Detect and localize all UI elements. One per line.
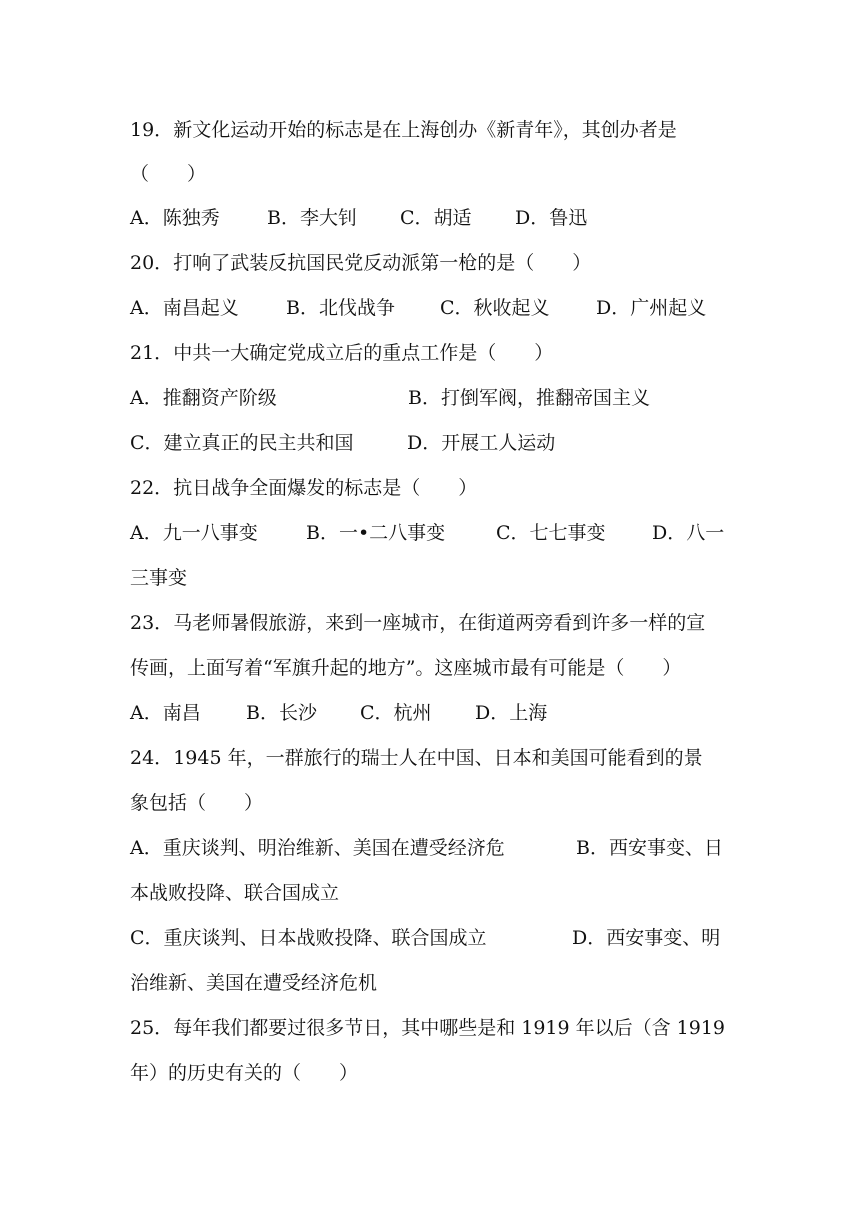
option-c: C．杭州 (360, 702, 432, 724)
question-number: 25． (130, 1017, 174, 1039)
question-text: 1945 年，一群旅行的瑞士人在中国、日本和美国可能看到的景 (173, 747, 703, 769)
option-b: B．一•二八事变 (306, 522, 446, 544)
option-b: B．西安事变、日 (576, 837, 723, 859)
question-25-stem-continued: 年）的历史有关的（ ） (130, 1062, 359, 1084)
question-23-stem (130, 611, 705, 635)
option-a: A．南昌起义 (130, 297, 239, 319)
question-24-option-b-wrap: 本战败投降、联合国成立 (130, 882, 340, 904)
question-text: 打响了武装反抗国民党反动派第一枪的是（ ） (173, 252, 592, 274)
question-text: 新文化运动开始的标志是在上海创办《新青年》，其创办者是 (173, 119, 677, 141)
question-24-stem (130, 746, 703, 770)
question-text: 马老师暑假旅游，来到一座城市，在街道两旁看到许多一样的宣 (173, 612, 706, 634)
question-25-stem (130, 1016, 725, 1040)
question-21-stem (130, 341, 553, 365)
option-a: A．南昌 (130, 702, 201, 724)
question-24-stem-continued: 象包括（ ） (130, 792, 264, 814)
option-c: C．七七事变 (496, 522, 606, 544)
option-a: A．重庆谈判、明治维新、美国在遭受经济危 (130, 837, 505, 859)
option-a: A．九一八事变 (130, 522, 258, 544)
option-d: D．上海 (475, 702, 548, 724)
option-d: D．西安事变、明 (572, 927, 721, 949)
option-c: C．重庆谈判、日本战败投降、联合国成立 (130, 927, 487, 949)
option-d: D．八一 (652, 522, 725, 544)
question-19-stem (130, 118, 677, 142)
question-text: 中共一大确定党成立后的重点工作是（ ） (173, 342, 554, 364)
question-19-blank: （ ） (130, 163, 207, 185)
question-23-stem-continued: 传画，上面写着“军旗升起的地方”。这座城市最有可能是（ ） (130, 657, 682, 679)
question-number: 21． (130, 342, 174, 364)
question-22-option-d-wrap: 三事变 (130, 567, 188, 589)
option-c: C．胡适 (400, 207, 472, 229)
option-a: A．陈独秀 (130, 207, 220, 229)
option-d: D．鲁迅 (515, 207, 588, 229)
question-text: 抗日战争全面爆发的标志是（ ） (173, 477, 478, 499)
option-d: D．广州起义 (596, 297, 707, 319)
question-text: 每年我们都要过很多节日，其中哪些是和 1919 年以后（含 1919 (173, 1017, 726, 1039)
option-a: A．推翻资产阶级 (130, 387, 277, 409)
option-c: C．秋收起义 (440, 297, 550, 319)
question-number: 24． (130, 747, 174, 769)
question-22-stem (130, 476, 477, 500)
option-b: B．长沙 (246, 702, 317, 724)
option-b: B．北伐战争 (286, 297, 395, 319)
question-number: 23． (130, 612, 174, 634)
option-d: D．开展工人运动 (407, 432, 556, 454)
question-number: 22． (130, 477, 174, 499)
option-c: C．建立真正的民主共和国 (130, 432, 354, 454)
option-b: B．李大钊 (267, 207, 357, 229)
question-number: 19． (130, 119, 174, 141)
question-number: 20． (130, 252, 174, 274)
option-b: B．打倒军阀，推翻帝国主义 (408, 387, 650, 409)
question-24-option-d-wrap: 治维新、美国在遭受经济危机 (130, 972, 378, 994)
question-20-stem (130, 251, 591, 275)
